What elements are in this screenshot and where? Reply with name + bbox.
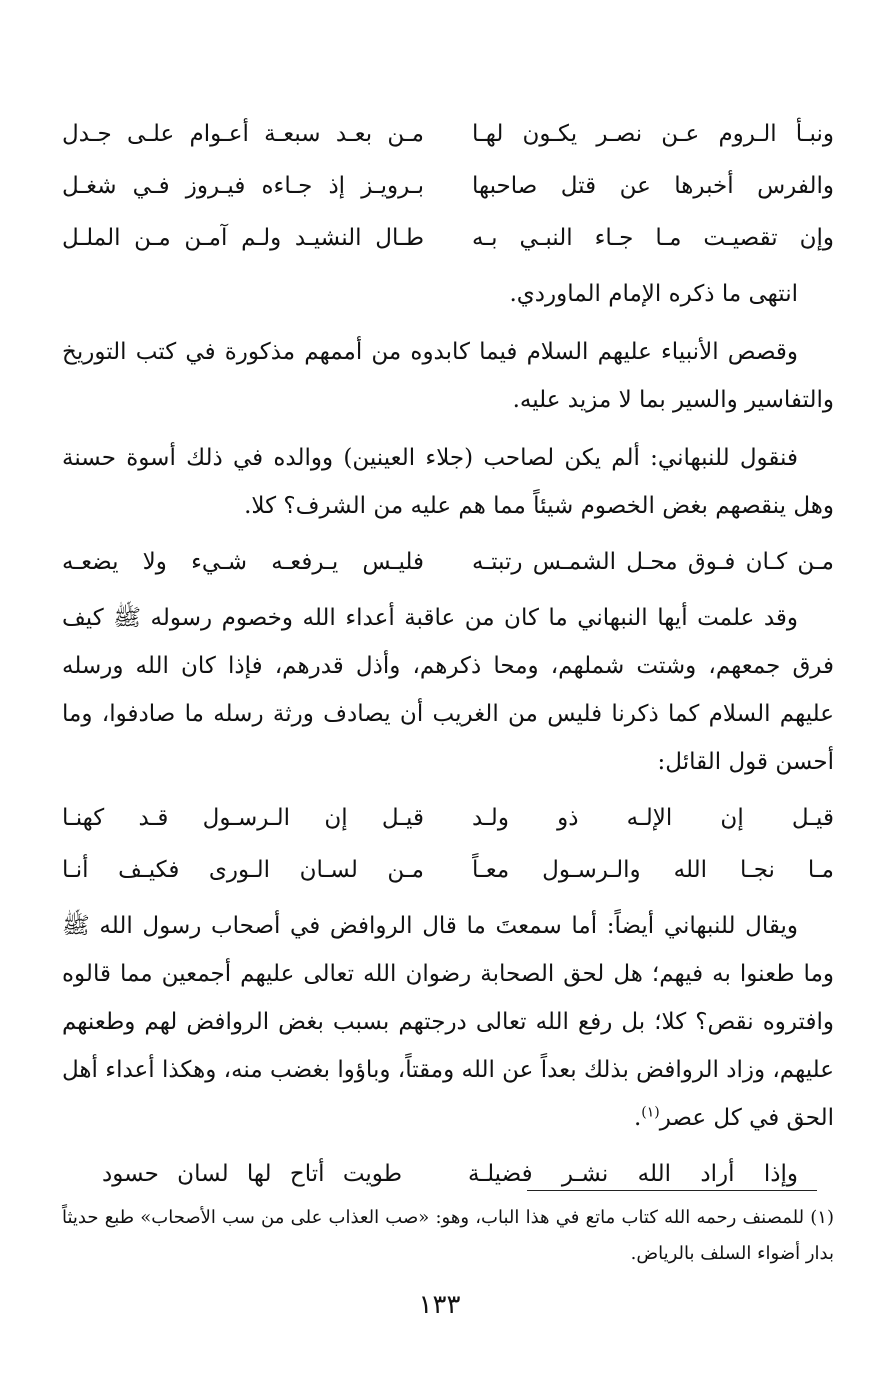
verse-hemistich-left: مـن لسـان الـورى فكيـف أنـا [62, 857, 424, 883]
verse-line [62, 792, 834, 844]
paragraph-text: ويقال للنبهاني أيضاً: أما سمعتَ ما قال الروافض في أصحاب رسول الله ﷺ وما طعنوا به فيهم؛ هل لحق الصحابة رضوان الله تعالى عليهم أجمعين مما قالوه وافتروه نقص؟ كلا؛ بل رفع الله تعالى درجتهم بسبب بغض الروافض لهم وطعنهم عليهم، وزاد الروافض بذلك بعداً عن الله ومقتاً، وباؤوا بغضب منه، وهكذا أعداء أهل الحق في كل عصر [62, 913, 834, 1131]
verse-line [62, 160, 834, 212]
paragraph: فنقول للنبهاني: ألم يكن لصاحب (جلاء العينين) ووالده في ذلك أسوة حسنة وهل ينقصهم بغض الخصوم شيئاً مما هم عليه من الشرف؟ كلا. [62, 445, 834, 519]
verse-hemistich-right: مـن كـان فـوق محـل الشمـس رتبتـه [472, 549, 834, 575]
paragraph: انتهى ما ذكره الإمام الماوردي. [509, 281, 798, 307]
verse-line [62, 108, 834, 160]
verse-line [62, 844, 834, 896]
verse-hemistich-right: مـا نجـا الله والـرسـول معـاً [472, 857, 834, 883]
paragraph: وقصص الأنبياء عليهم السلام فيما كابدوه من أممهم مذكورة في كتب التوريخ والتفاسير والسير بما لا مزيد عليه. [62, 339, 834, 413]
verse-line [62, 212, 834, 264]
paragraph-end: . [633, 1105, 642, 1131]
paragraph [62, 902, 834, 1142]
verse-hemistich-right: وإن تقصيـت مـا جـاء النبـي بـه [472, 225, 834, 251]
verse-hemistich-right: والفرس أخبرها عن قتل صاحبها [472, 173, 834, 199]
footnote: (١) للمصنف رحمه الله كتاب ماتع في هذا الباب، وهو: «صب العذاب على من سب الأصحاب» طبع حديثاً بدار أضواء السلف بالرياض. [62, 1207, 834, 1264]
verse-hemistich-left: طـال النشيـد ولـم آمـن مـن الملـل [62, 225, 424, 251]
verse-hemistich-left: بـرويـز إذ جـاءه فيـروز فـي شغـل [62, 173, 424, 199]
paragraph: وقد علمت أيها النبهاني ما كان من عاقبة أعداء الله وخصوم رسوله ﷺ كيف فرق جمعهم، وشتت شملهم، ومحا ذكرهم، وأذل قدرهم، فإذا كان الله ورسله عليهم السلام كما ذكرنا فليس من الغريب أن يصادف ورثة رسله ما صادفوا، وما أحسن قول القائل: [62, 605, 834, 775]
verse-hemistich-right: ونبـأ الـروم عـن نصـر يكـون لهـا [472, 121, 834, 147]
verse-hemistich-left: طويت أتاح لها لسان حسود [102, 1161, 402, 1187]
verse-hemistich-right: وإذا أراد الله نشـر فضيلـة [468, 1161, 798, 1187]
page-number: ١٣٣ [418, 1290, 461, 1320]
verse-hemistich-left: قيـل إن الـرسـول قـد كهنـا [62, 805, 424, 831]
verse-hemistich-right: قيـل إن الإلـه ذو ولـد [472, 805, 834, 831]
footnote-separator [527, 1190, 817, 1191]
footnote-reference[interactable]: (١) [641, 1104, 660, 1121]
verse-line [62, 1148, 834, 1200]
verse-hemistich-left: فليـس يـرفعـه شـيء ولا يضعـه [62, 549, 424, 575]
verse-hemistich-left: مـن بعـد سبعـة أعـوام علـى جـدل [62, 121, 424, 147]
verse-line [62, 536, 834, 588]
page-body [62, 108, 834, 1200]
